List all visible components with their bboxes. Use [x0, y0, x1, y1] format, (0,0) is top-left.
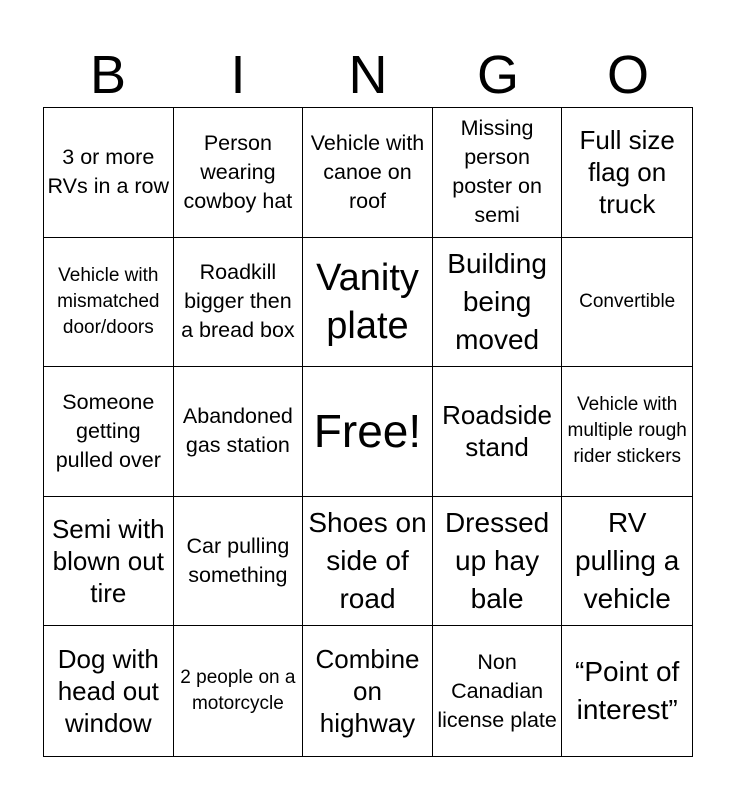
bingo-cell[interactable] [562, 238, 692, 368]
cell-label: Vehicle with mismatched door/doors [57, 264, 160, 338]
bingo-cell[interactable] [174, 108, 304, 238]
bingo-cell[interactable] [174, 367, 304, 497]
bingo-cell[interactable] [303, 238, 433, 368]
bingo-cell[interactable] [433, 626, 563, 756]
cell-label: Full size flag on truck [579, 125, 675, 220]
header-letter-g: G [476, 45, 519, 105]
cell-label: Convertible [579, 290, 676, 312]
free-space-cell[interactable] [303, 367, 433, 497]
cell-label: Someone getting pulled over [55, 389, 161, 472]
bingo-cell[interactable] [562, 497, 692, 627]
bingo-cell[interactable] [433, 238, 563, 368]
cell-label: Vehicle with canoe on roof [310, 130, 425, 213]
header-letter-o: O [606, 45, 649, 105]
bingo-cell[interactable] [44, 497, 174, 627]
cell-label: Roadkill bigger then a bread box [181, 260, 295, 343]
cell-label: Vehicle with multiple rough rider stickers [567, 394, 687, 468]
bingo-cell[interactable] [174, 497, 304, 627]
bingo-cell[interactable] [303, 626, 433, 756]
bingo-cell[interactable] [303, 108, 433, 238]
bingo-cell[interactable] [174, 626, 304, 756]
bingo-cell[interactable] [562, 367, 692, 497]
cell-label: Abandoned gas station [182, 404, 293, 458]
cell-label: 2 people on a motorcycle [180, 667, 296, 715]
cell-label: Person wearing cowboy hat [183, 130, 293, 213]
cell-label: Building being moved [447, 247, 547, 355]
bingo-board [43, 107, 693, 757]
header-letter-b: B [89, 45, 127, 105]
bingo-cell[interactable] [433, 367, 563, 497]
cell-label: Roadside stand [442, 400, 553, 463]
cell-label: “Point of interest” [575, 656, 680, 726]
bingo-header [43, 40, 693, 108]
cell-label: Missing person poster on semi [452, 116, 542, 228]
cell-label: Dressed up hay bale [444, 507, 550, 615]
bingo-cell[interactable] [44, 238, 174, 368]
cell-label: Semi with blown out tire [51, 514, 165, 609]
cell-label: Dog with head out window [57, 644, 159, 739]
header-letter-n: N [348, 45, 388, 105]
bingo-cell[interactable] [303, 497, 433, 627]
free-space-label: Free! [313, 405, 422, 458]
bingo-cell[interactable] [44, 108, 174, 238]
cell-label: Vanity plate [316, 256, 419, 347]
cell-label: 3 or more RVs in a row [47, 145, 170, 199]
cell-label: Non Canadian license plate [437, 649, 557, 732]
bingo-cell[interactable] [174, 238, 304, 368]
bingo-cell[interactable] [433, 497, 563, 627]
cell-label: Shoes on side of road [308, 507, 427, 615]
bingo-cell[interactable] [44, 367, 174, 497]
cell-label: Combine on highway [315, 644, 420, 739]
bingo-cell[interactable] [433, 108, 563, 238]
bingo-cell[interactable] [44, 626, 174, 756]
bingo-cell[interactable] [562, 626, 692, 756]
header-letter-i: I [230, 45, 246, 105]
bingo-cell[interactable] [562, 108, 692, 238]
cell-label: RV pulling a vehicle [575, 507, 680, 615]
cell-label: Car pulling something [186, 534, 290, 588]
